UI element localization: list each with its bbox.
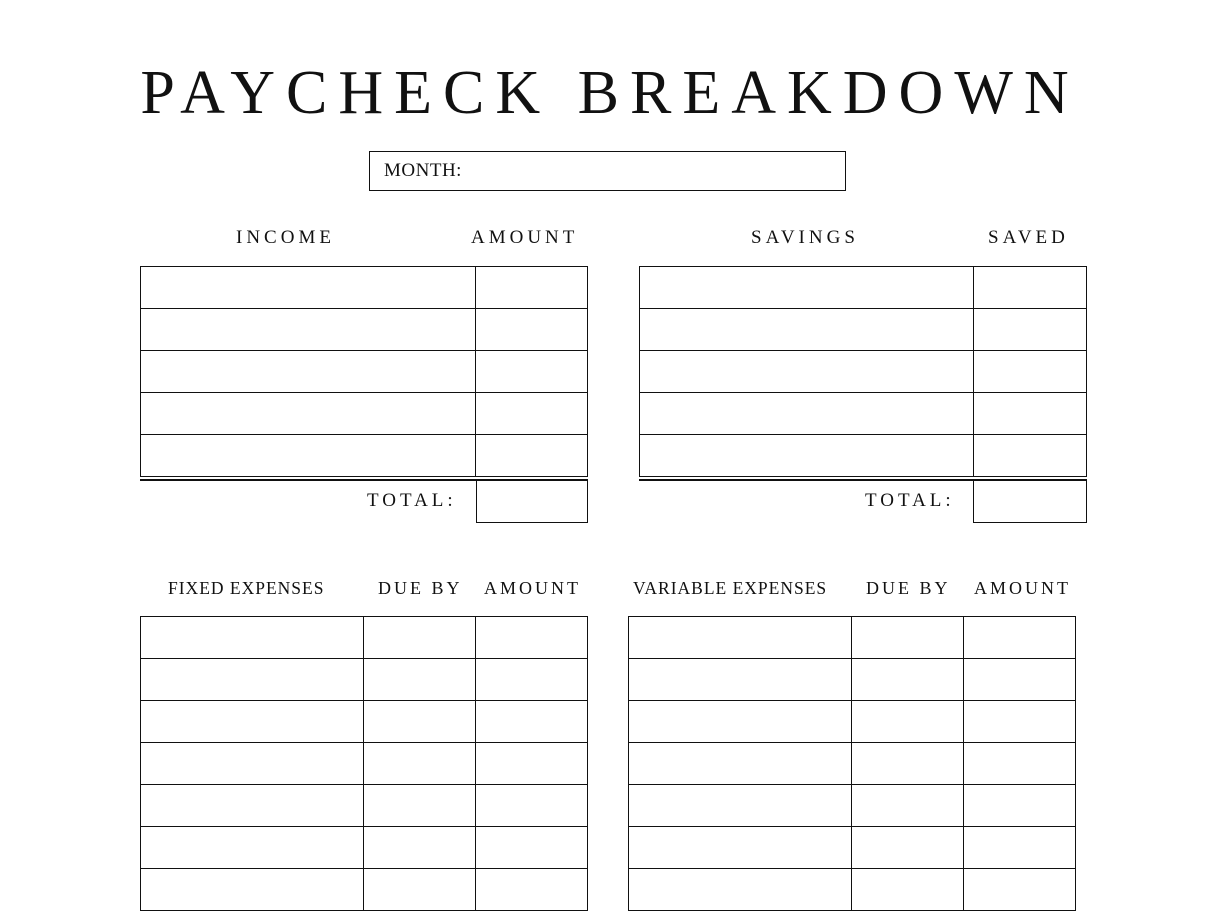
variable-expense-row (629, 701, 1076, 743)
variable-expenses-header: VARIABLE EXPENSES (633, 578, 828, 598)
savings-row (640, 393, 1087, 435)
variable-expense-row-cell[interactable] (964, 701, 1076, 743)
income-row-cell[interactable] (476, 435, 588, 477)
fixed-expense-row (141, 617, 588, 659)
fixed-expense-row-cell[interactable] (476, 617, 588, 659)
savings-row (640, 351, 1087, 393)
fixed-expenses-table (140, 616, 588, 911)
variable-due-by-header: DUE BY (866, 578, 951, 598)
variable-expenses-table (628, 616, 1076, 911)
savings-row-cell[interactable] (640, 309, 974, 351)
savings-total-field[interactable] (973, 480, 1087, 523)
fixed-expense-row-cell[interactable] (364, 743, 476, 785)
savings-header: SAVINGS (751, 227, 859, 248)
fixed-expense-row (141, 743, 588, 785)
variable-expense-row-cell[interactable] (852, 785, 964, 827)
variable-expense-row (629, 827, 1076, 869)
fixed-expense-row-cell[interactable] (364, 701, 476, 743)
month-label: MONTH: (384, 160, 462, 181)
fixed-expense-row-cell[interactable] (141, 701, 364, 743)
savings-row-cell[interactable] (974, 267, 1087, 309)
savings-total-label: TOTAL: (865, 490, 955, 511)
income-row (141, 393, 588, 435)
variable-expense-row-cell[interactable] (629, 701, 852, 743)
fixed-expense-row (141, 701, 588, 743)
income-total-label: TOTAL: (367, 490, 457, 511)
income-row-cell[interactable] (476, 351, 588, 393)
variable-expense-row (629, 617, 1076, 659)
income-row-cell[interactable] (476, 309, 588, 351)
variable-expense-row-cell[interactable] (629, 827, 852, 869)
fixed-expense-row-cell[interactable] (476, 701, 588, 743)
variable-expense-row (629, 743, 1076, 785)
income-row (141, 435, 588, 477)
income-row-cell[interactable] (141, 267, 476, 309)
fixed-expense-row-cell[interactable] (141, 827, 364, 869)
income-row-cell[interactable] (141, 309, 476, 351)
income-row-cell[interactable] (141, 351, 476, 393)
fixed-expense-row-cell[interactable] (476, 743, 588, 785)
variable-expense-row-cell[interactable] (964, 659, 1076, 701)
income-row-cell[interactable] (476, 267, 588, 309)
savings-row (640, 267, 1087, 309)
variable-expense-row-cell[interactable] (964, 827, 1076, 869)
variable-expense-row-cell[interactable] (629, 785, 852, 827)
variable-expense-row-cell[interactable] (852, 659, 964, 701)
variable-expense-row-cell[interactable] (629, 617, 852, 659)
savings-row-cell[interactable] (640, 267, 974, 309)
savings-row (640, 309, 1087, 351)
income-row-cell[interactable] (476, 393, 588, 435)
fixed-expense-row (141, 827, 588, 869)
variable-expense-row-cell[interactable] (852, 701, 964, 743)
savings-row-cell[interactable] (974, 351, 1087, 393)
fixed-expense-row-cell[interactable] (364, 785, 476, 827)
fixed-expense-row-cell[interactable] (476, 785, 588, 827)
income-row (141, 351, 588, 393)
savings-row-cell[interactable] (974, 309, 1087, 351)
savings-row-cell[interactable] (640, 351, 974, 393)
month-field[interactable] (369, 151, 846, 191)
fixed-expense-row (141, 785, 588, 827)
fixed-expense-row-cell[interactable] (364, 617, 476, 659)
savings-row (640, 435, 1087, 477)
income-row (141, 309, 588, 351)
fixed-due-by-header: DUE BY (378, 578, 463, 598)
page-title: PAYCHECK BREAKDOWN (140, 59, 1080, 127)
fixed-expense-row-cell[interactable] (476, 827, 588, 869)
fixed-amount-header: AMOUNT (484, 578, 581, 598)
income-row (141, 267, 588, 309)
fixed-expense-row-cell[interactable] (364, 659, 476, 701)
savings-row-cell[interactable] (640, 435, 974, 477)
variable-expense-row-cell[interactable] (852, 827, 964, 869)
fixed-expense-row-cell[interactable] (141, 617, 364, 659)
savings-row-cell[interactable] (640, 393, 974, 435)
variable-amount-header: AMOUNT (974, 578, 1071, 598)
variable-expense-row (629, 659, 1076, 701)
income-row-cell[interactable] (141, 393, 476, 435)
variable-expense-row-cell[interactable] (964, 785, 1076, 827)
fixed-expense-row-cell[interactable] (476, 659, 588, 701)
fixed-expense-row-cell[interactable] (364, 827, 476, 869)
fixed-expense-row (141, 659, 588, 701)
income-total-field[interactable] (476, 480, 588, 523)
fixed-expense-row-cell[interactable] (141, 659, 364, 701)
income-table (140, 266, 588, 477)
income-row-cell[interactable] (141, 435, 476, 477)
variable-expense-row-cell[interactable] (629, 659, 852, 701)
savings-row-cell[interactable] (974, 435, 1087, 477)
income-amount-header: AMOUNT (471, 227, 579, 248)
savings-row-cell[interactable] (974, 393, 1087, 435)
fixed-expense-row-cell[interactable] (141, 785, 364, 827)
savings-saved-header: SAVED (988, 227, 1069, 248)
variable-expense-row-cell[interactable] (629, 743, 852, 785)
variable-expense-row (629, 785, 1076, 827)
fixed-expenses-header: FIXED EXPENSES (168, 578, 325, 598)
variable-expense-row-cell[interactable] (852, 743, 964, 785)
variable-expense-row-cell[interactable] (964, 617, 1076, 659)
fixed-expense-row-cell[interactable] (141, 743, 364, 785)
variable-expense-row-cell[interactable] (852, 617, 964, 659)
savings-table (639, 266, 1087, 477)
variable-expense-row-cell[interactable] (964, 743, 1076, 785)
income-header: INCOME (236, 227, 335, 248)
